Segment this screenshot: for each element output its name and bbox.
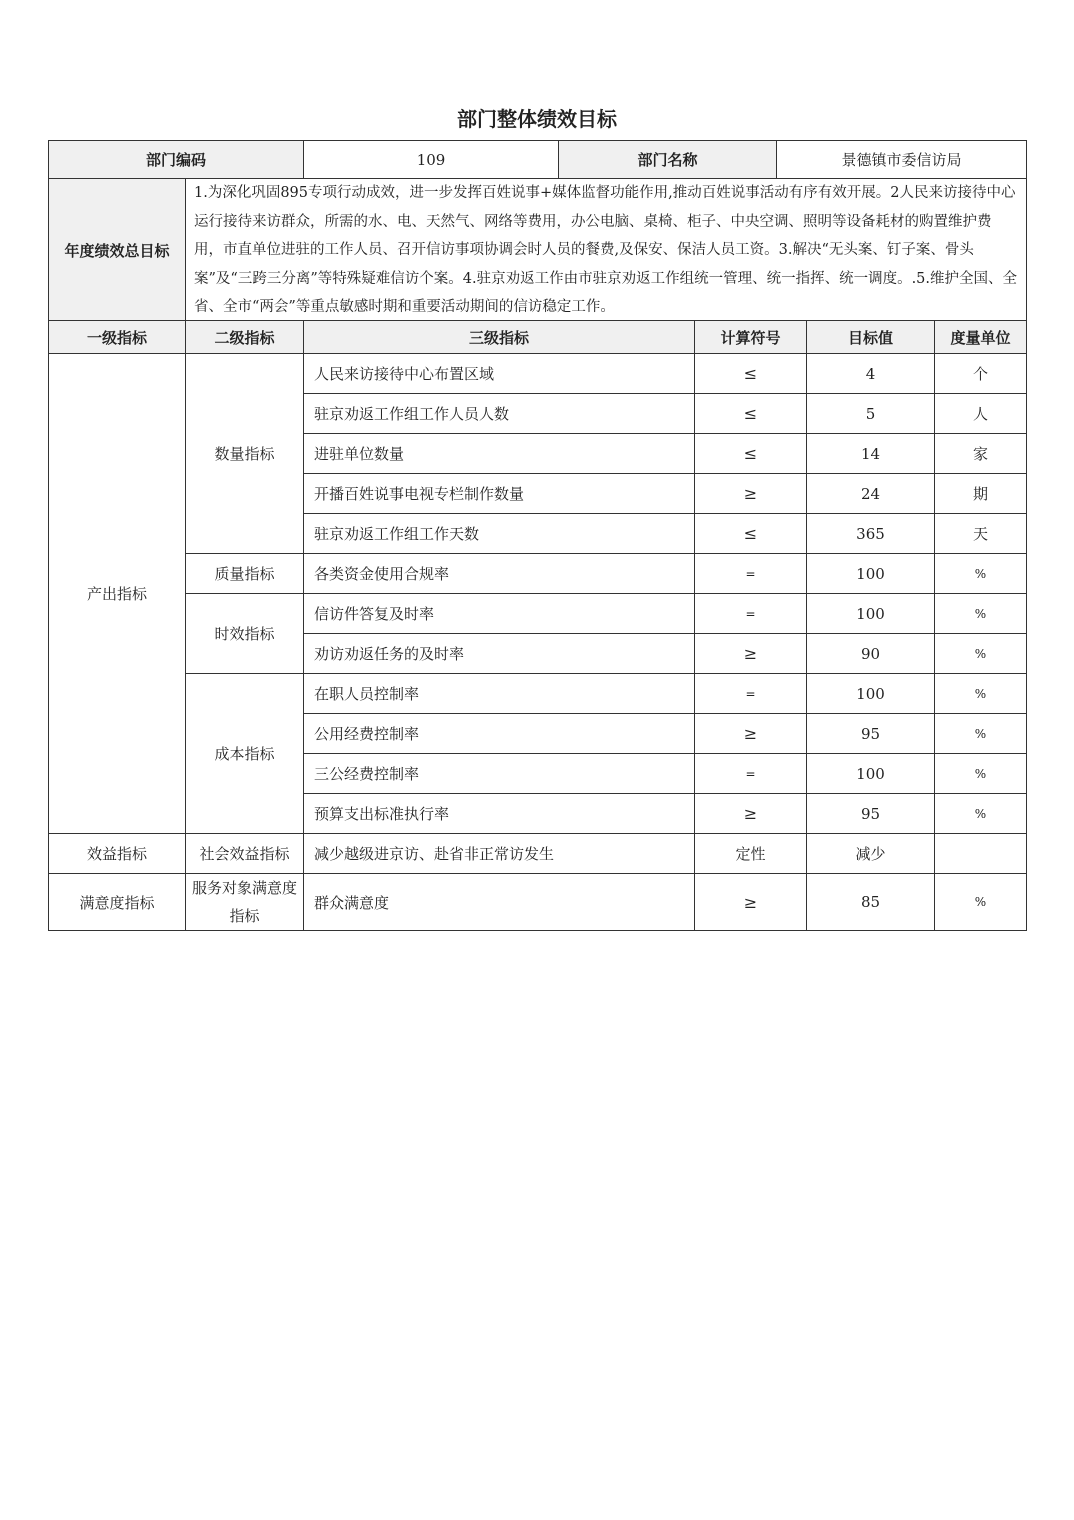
level2-timeliness: 时效指标	[186, 594, 304, 674]
department-info-table	[48, 140, 1027, 323]
target-value: 4	[807, 354, 935, 394]
column-header: 计算符号	[695, 321, 807, 354]
column-header: 三级指标	[304, 321, 695, 354]
operator: ≥	[695, 714, 807, 754]
page-title: 部门整体绩效目标	[457, 107, 617, 131]
indicator-name: 进驻单位数量	[304, 434, 695, 474]
level2-quality: 质量指标	[186, 554, 304, 594]
target-value: 365	[807, 514, 935, 554]
indicator-name: 信访件答复及时率	[304, 594, 695, 634]
level1-benefit: 效益指标	[49, 834, 186, 874]
indicator-name: 开播百姓说事电视专栏制作数量	[304, 474, 695, 514]
level2-social: 社会效益指标	[186, 834, 304, 874]
level1-satisfaction: 满意度指标	[49, 874, 186, 931]
indicator-name: 人民来访接待中心布置区域	[304, 354, 695, 394]
unit: %	[935, 874, 1027, 931]
indicator-name: 三公经费控制率	[304, 754, 695, 794]
indicator-name: 公用经费控制率	[304, 714, 695, 754]
unit: %	[935, 594, 1027, 634]
operator: ≤	[695, 514, 807, 554]
indicator-name: 群众满意度	[304, 874, 695, 931]
department-code: 109	[304, 141, 559, 179]
operator: ≥	[695, 794, 807, 834]
column-header: 二级指标	[186, 321, 304, 354]
annual-goal-label: 年度绩效总目标	[49, 179, 186, 323]
table-row	[49, 554, 1027, 594]
table-row	[49, 354, 1027, 394]
column-header: 度量单位	[935, 321, 1027, 354]
level2-service: 服务对象满意度指标	[186, 874, 304, 931]
target-value: 95	[807, 714, 935, 754]
indicator-name: 在职人员控制率	[304, 674, 695, 714]
operator: =	[695, 594, 807, 634]
operator: ≥	[695, 474, 807, 514]
unit: %	[935, 634, 1027, 674]
indicator-table	[48, 320, 1027, 931]
unit: %	[935, 674, 1027, 714]
operator: ≥	[695, 874, 807, 931]
target-value: 24	[807, 474, 935, 514]
unit: 天	[935, 514, 1027, 554]
indicator-name: 减少越级进京访、赴省非正常访发生	[304, 834, 695, 874]
table-row	[49, 874, 1027, 931]
target-value: 100	[807, 674, 935, 714]
column-header: 目标值	[807, 321, 935, 354]
department-code-label: 部门编码	[49, 141, 304, 179]
department-name: 景德镇市委信访局	[777, 141, 1027, 179]
operator: =	[695, 754, 807, 794]
table-row	[49, 594, 1027, 634]
unit: 家	[935, 434, 1027, 474]
operator: ≤	[695, 394, 807, 434]
target-value: 85	[807, 874, 935, 931]
target-value: 5	[807, 394, 935, 434]
indicator-name: 驻京劝返工作组工作天数	[304, 514, 695, 554]
level2-quantity: 数量指标	[186, 354, 304, 554]
operator: ≤	[695, 434, 807, 474]
operator: =	[695, 554, 807, 594]
unit: 人	[935, 394, 1027, 434]
table-row	[49, 674, 1027, 714]
table-row	[49, 834, 1027, 874]
unit: %	[935, 554, 1027, 594]
unit: %	[935, 754, 1027, 794]
annual-goal-text: 1.为深化巩固895专项行动成效，进一步发挥百姓说事+媒体监督功能作用,推动百姓说事活动有序有效开展。2人民来访接待中心运行接待来访群众，所需的水、电、天然气、网络等费用，办公电脑、桌椅、柜子、中央空调、照明等设备耗材的购置维护费用，市直单位进驻的工作人员、召开信访事项协调会时人员的餐费,及保安、保洁人员工资。3.解决“无头案、钉子案、骨头案”及“三跨三分离”等特殊疑难信访个案。4.驻京劝返工作由市驻京劝返工作组统一管理、统一指挥、统一调度。.5.维护全国、全省、全市“两会”等重点敏感时期和重要活动期间的信访稳定工作。	[186, 179, 1027, 323]
table-header-row	[49, 321, 1027, 354]
operator: =	[695, 674, 807, 714]
target-value: 100	[807, 554, 935, 594]
level1-output: 产出指标	[49, 354, 186, 834]
unit: %	[935, 794, 1027, 834]
operator: ≥	[695, 634, 807, 674]
target-value: 90	[807, 634, 935, 674]
indicator-name: 劝访劝返任务的及时率	[304, 634, 695, 674]
indicator-name: 预算支出标准执行率	[304, 794, 695, 834]
column-header: 一级指标	[49, 321, 186, 354]
target-value: 减少	[807, 834, 935, 874]
target-value: 100	[807, 594, 935, 634]
unit	[935, 834, 1027, 874]
department-name-label: 部门名称	[559, 141, 777, 179]
target-value: 95	[807, 794, 935, 834]
unit: 期	[935, 474, 1027, 514]
indicator-name: 各类资金使用合规率	[304, 554, 695, 594]
operator: 定性	[695, 834, 807, 874]
operator: ≤	[695, 354, 807, 394]
unit: %	[935, 714, 1027, 754]
target-value: 100	[807, 754, 935, 794]
level2-cost: 成本指标	[186, 674, 304, 834]
unit: 个	[935, 354, 1027, 394]
target-value: 14	[807, 434, 935, 474]
indicator-name: 驻京劝返工作组工作人员人数	[304, 394, 695, 434]
